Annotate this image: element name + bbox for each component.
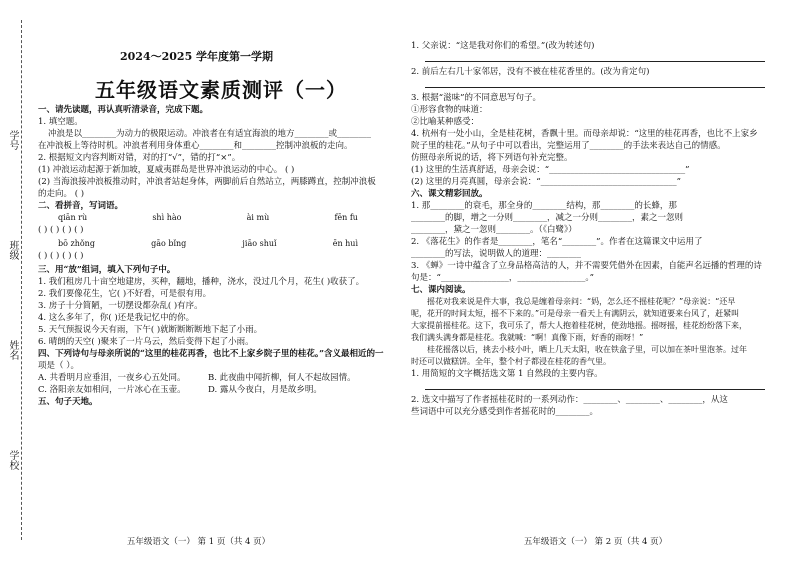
r6-line: 3. 《蝉》一诗中蕴含了立身品格高洁的人，并不需要凭借外在因素，自能声名远播的哲理的诗 — [411, 261, 762, 271]
section-2-title: 二、看拼音，写词语。 — [38, 201, 124, 211]
page-right — [397, 0, 794, 561]
section-7-title: 七、课内阅读。 — [411, 285, 471, 295]
option-b[interactable]: B. 此夜曲中闻折柳，何人不起故园情。 — [208, 373, 356, 383]
section-3-title: 三、用“放”组词，填入下列句子中。 — [38, 265, 176, 275]
pinyin: gāo bǐng — [151, 239, 187, 248]
page-footer-left: 五年级语文（一） 第 1 页（共 4 页） — [126, 537, 271, 547]
r6-line: 1. 那________的衰毛，那全身的________结构，那________的长蜂，那 — [411, 201, 677, 211]
pinyin: shì hào — [152, 213, 182, 222]
r7-q2b: 些词语中可以充分感受到作者摇花时的________。 — [411, 407, 599, 417]
s1-q1: 1. 填空题。 — [38, 117, 83, 127]
s1-line-1: 冲浪是以________为动力的极限运动。冲浪者在有适宜海浪的地方________或________ — [48, 129, 372, 139]
pinyin: qiān rù — [58, 213, 88, 222]
s1-line-2: 在冲浪板上等待时机。冲浪者利用身体重心________和________控制冲浪板的走向。 — [38, 141, 353, 151]
r7-q2: 2. 选文中描写了作者摇桂花时的一系列动作：________、________、________，从这 — [411, 395, 728, 405]
right-content — [411, 40, 781, 418]
reading-passage: 时还可以做糕饼。全年，整个村子都浸在桂花的香气里。 — [411, 357, 611, 366]
option-c[interactable]: C. 洛阳亲友如相问，一片冰心在玉壶。 — [38, 385, 186, 395]
s3-sentence: 6. 晴朗的天空( )聚来了一片乌云，然后变得下起了小雨。 — [38, 337, 254, 347]
r-q3a: ①形容食物的味道： — [411, 105, 488, 115]
r-q4e: (2) 这里的月亮真圆，母亲会说：“________________________________” — [411, 177, 681, 187]
r6-line: ________的脚，增之一分则________，减之一分则________，素之一忽则 — [411, 213, 684, 223]
reading-passage: 桂花摇落以后，挑去小枝小叶，晒上几天太阳，收在铁盒子里，可以加在茶叶里泡茶。过年 — [427, 345, 747, 354]
answer-line[interactable] — [411, 78, 781, 92]
s3-sentence: 2. 我们要像花生，它( )不好看，可是很有用。 — [38, 289, 212, 299]
pinyin-row-2 — [38, 238, 358, 250]
binding-label-name: 姓名 — [7, 340, 18, 360]
r-q2: 2. 前后左右几十家邻居，没有不被在桂花香里的。(改为肯定句) — [411, 67, 650, 77]
binding-label-student-id: 学号 — [7, 130, 18, 150]
option-a[interactable]: A. 共看明月应垂泪，一夜乡心五处同。 — [38, 373, 186, 383]
s1-q2: 2. 根据短文内容判断对错，对的打“√”，错的打“×”。 — [38, 153, 241, 163]
s4-options — [38, 372, 378, 396]
page-footer-right: 五年级语文（一） 第 2 页（共 4 页） — [523, 537, 668, 547]
reading-passage: 我们满头满身都是桂花。我就喊：“啊！真像下雨，好香的雨呀！” — [411, 333, 644, 342]
s1-judge-1: (1) 冲浪运动起源于新加坡，夏威夷群岛是世界冲浪运动的中心。 ( ) — [38, 165, 295, 175]
s3-sentence: 1. 我们租房几十亩空地建房，买种，翻地，播种，浇水，没过几个月，花生( )收获了。 — [38, 277, 365, 287]
r-q3b: ②比喻某种感受： — [411, 117, 480, 127]
r6-line: 句是：“________________，________________。” — [411, 273, 594, 283]
binding-label-class: 班级 — [7, 240, 18, 260]
r-q3: 3. 根据“滋味”的不同意思写句子。 — [411, 93, 542, 103]
reading-passage: 大家提前摇桂花。这下，我可乐了，帮大人抱着桂花树，使劲地摇。摇呀摇，桂花纷纷落下来， — [411, 321, 747, 330]
left-content — [38, 104, 384, 408]
r-q4b: 院子里的桂花。”从句子中可以看出，完整运用了________的手法来表达自己的情感。 — [411, 141, 726, 151]
answer-line[interactable] — [411, 380, 781, 394]
pinyin: bō zhǒng — [58, 239, 95, 248]
option-d[interactable]: D. 露从今夜白，月是故乡明。 — [208, 385, 322, 395]
r6-line: ________的写法，说明做人的道理：________ — [411, 249, 582, 259]
r-q4d: (1) 这里的生活真舒适，母亲会说：“________________________________” — [411, 165, 690, 175]
binding-strip — [0, 0, 30, 561]
r-q1: 1. 父亲说：“这是我对你们的希望。”(改为转述句) — [411, 41, 595, 51]
section-4-title-cont: 项是（ ）。 — [38, 361, 79, 371]
s3-sentence: 4. 这么多年了，你( )还是我记忆中的你。 — [38, 313, 195, 323]
reading-passage: 呢，花开的时间太短，摇不下来的。”可是母亲一看天上有满阴云，就知道要来台风了，赶紧叫 — [411, 309, 740, 318]
s3-sentence: 3. 房子十分简陋，一切摆设都杂乱( )有序。 — [38, 301, 203, 311]
exam-title: 五年级语文素质测评（一） — [95, 78, 347, 102]
exam-term: 2024～2025 学年度第一学期 — [120, 50, 274, 63]
answer-boxes-row-1[interactable]: ( ) ( ) ( ) ( ) — [38, 225, 84, 235]
pinyin-row-1 — [38, 212, 358, 224]
reading-passage: 摇花对我来说是件大事，我总是缠着母亲问：“妈，怎么还不摇桂花呢？”母亲说：“还早 — [427, 297, 736, 306]
section-4-title: 四、下列诗句与母亲所说的“这里的桂花再香，也比不上家乡院子里的桂花。”含义最相近的一 — [38, 349, 384, 359]
pinyin: ēn huì — [332, 239, 358, 248]
pinyin: jiāo shuǐ — [242, 239, 277, 248]
binding-label-school: 学校 — [7, 450, 18, 470]
r-q4c: 仿照母亲所说的话，将下列语句补充完整。 — [411, 153, 573, 163]
r6-line: ________，黛之一忽则________。（《白鹭》） — [411, 225, 577, 235]
answer-line[interactable] — [411, 52, 781, 66]
pinyin: fēn fu — [334, 213, 358, 222]
pinyin: ài mù — [246, 213, 270, 222]
answer-boxes-row-2[interactable]: ( ) ( ) ( ) ( ) — [38, 251, 84, 261]
s1-judge-2: (2) 当海浪接冲浪板推动时，冲浪者站起身体，两脚前后自然站立，两膝蹲直，控制冲浪板 — [38, 177, 376, 187]
r7-q1: 1. 用简短的文字概括选文第 1 自然段的主要内容。 — [411, 369, 603, 379]
s3-sentence: 5. 天气预报说今天有雨，下午( )就断断断断地下起了小雨。 — [38, 325, 263, 335]
binding-cut-line — [21, 20, 22, 540]
r6-line: 2. 《落花生》的作者是________，笔名“________”。作者在这篇课文中运用了 — [411, 237, 703, 247]
section-1-title: 一、请先读题，再认真听清录音，完成下题。 — [38, 105, 209, 115]
r-q4: 4. 杭州有一处小山，全是桂花树，香飘十里。而母亲却说：“这里的桂花再香，也比不上家乡 — [411, 129, 758, 139]
s1-judge-3: 的走向。 ( ) — [38, 189, 85, 199]
section-6-title: 六、课文精彩回放。 — [411, 189, 488, 199]
section-5-title: 五、句子天地。 — [38, 397, 98, 407]
